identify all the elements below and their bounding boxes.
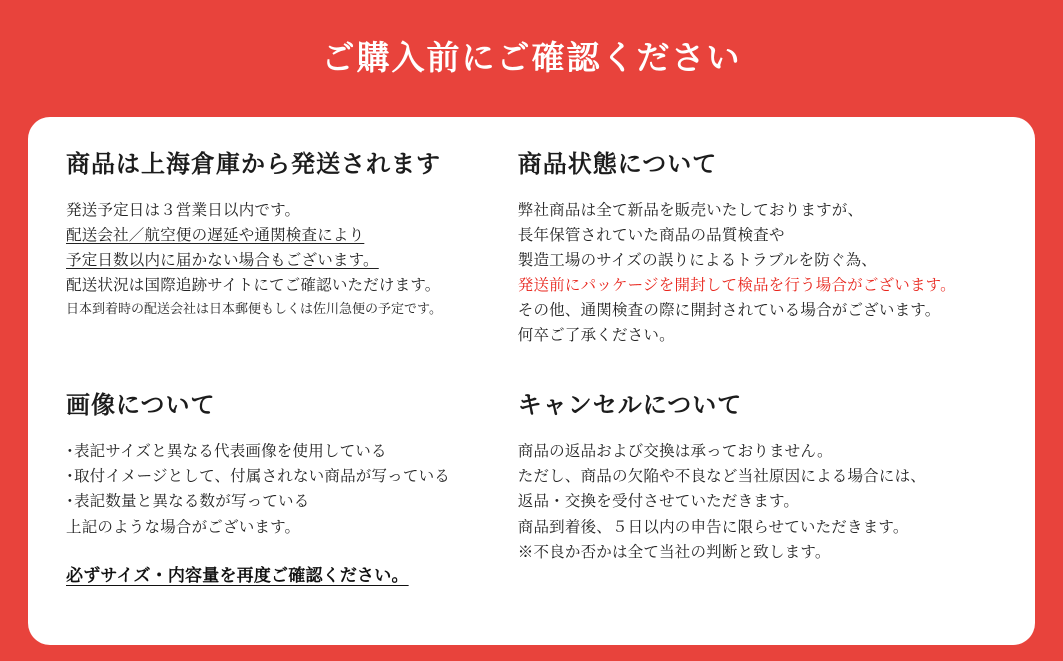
images-line-3: ･表記数量と異なる数が写っている <box>66 493 310 511</box>
images-heading: 画像について <box>66 392 216 420</box>
page-title: ご購入前にご確認ください <box>321 39 742 76</box>
condition-heading: 商品状態について <box>517 151 718 178</box>
condition-line-1: 弊社商品は全て新品を販売いたしておりますが、 <box>517 201 864 219</box>
cancel-heading: キャンセルについて <box>517 392 743 420</box>
condition-line-5: その他、通関検査の際に開封されている場合がございます。 <box>517 302 941 320</box>
condition-line-6: 何卒ご了承ください。 <box>517 327 675 345</box>
upper-sections <box>66 151 997 348</box>
shipping-line-2: 配送会社／航空便の遅延や通関検査により <box>66 226 365 244</box>
shipping-line-1: 発送予定日は３営業日以内です。 <box>66 201 301 219</box>
shipping-line-5: 日本到着時の配送会社は日本郵便もしくは佐川急便の予定です。 <box>66 301 442 317</box>
cancel-section <box>518 392 997 589</box>
images-section <box>66 392 518 589</box>
images-footnote: 必ずサイズ・内容量を再度ご確認ください。 <box>66 565 409 585</box>
notice-card <box>28 117 1035 645</box>
images-line-4: 上記のような場合がございます。 <box>66 518 301 536</box>
cancel-line-2: ただし、商品の欠陥や不良など当社原因による場合には、 <box>517 468 926 486</box>
lower-sections <box>66 392 997 589</box>
cancel-line-4: 商品到着後、５日以内の申告に限らせていただきます。 <box>517 518 909 536</box>
images-line-1: ･表記サイズと異なる代表画像を使用している <box>66 443 387 461</box>
cancel-line-1: 商品の返品および交換は承っておりません。 <box>517 443 833 461</box>
cancel-line-5: ※不良か否かは全て当社の判断と致します。 <box>517 543 831 561</box>
shipping-heading: 商品は上海倉庫から発送されます <box>66 151 441 178</box>
condition-section <box>518 151 997 348</box>
shipping-line-3: 予定日数以内に届かない場合もございます。 <box>66 252 379 270</box>
shipping-section <box>66 151 518 348</box>
condition-line-2: 長年保管されていた商品の品質検査や <box>517 226 785 244</box>
condition-line-4-highlight: 発送前にパッケージを開封して検品を行う場合がございます。 <box>517 277 956 295</box>
images-line-2: ･取付イメージとして、付属されない商品が写っている <box>66 468 450 486</box>
condition-line-3: 製造工場のサイズの誤りによるトラブルを防ぐ為、 <box>517 252 878 270</box>
shipping-line-4: 配送状況は国際追跡サイトにてご確認いただけます。 <box>66 277 441 295</box>
cancel-line-3: 返品・交換を受付させていただきます。 <box>517 493 800 511</box>
